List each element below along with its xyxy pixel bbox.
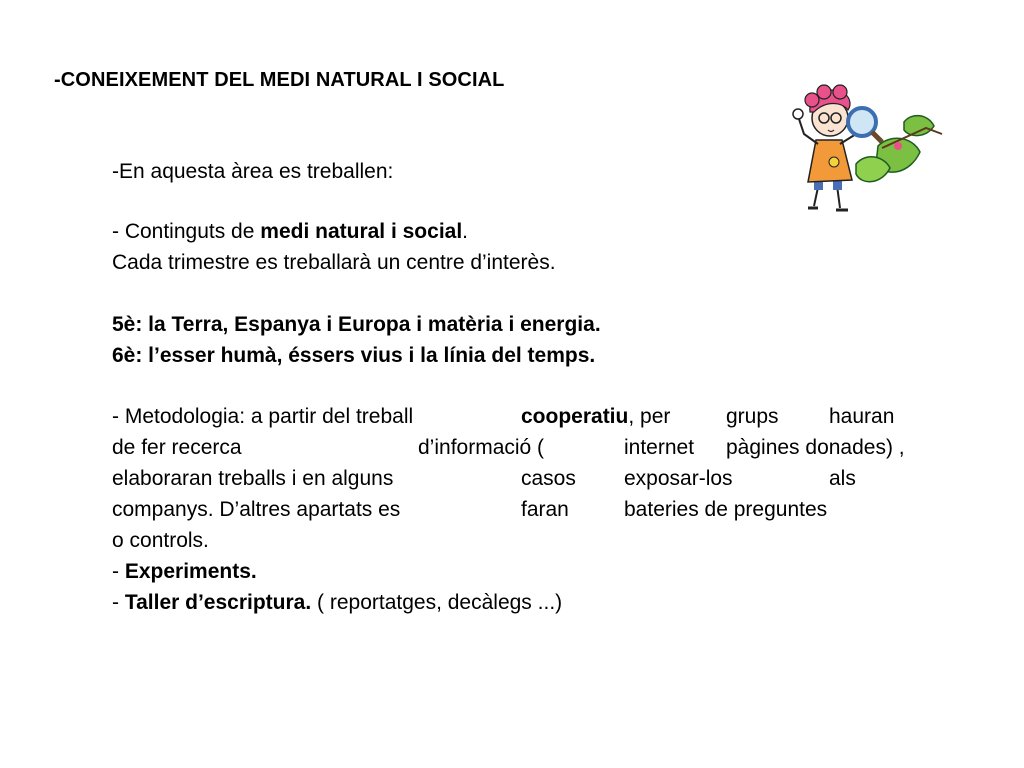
metodologia-row-1-c: grups: [726, 405, 779, 428]
experiments-prefix: -: [112, 560, 125, 583]
metodologia-row-2-d: pàgines donades) ,: [726, 436, 905, 459]
continguts-prefix: - Continguts de: [112, 220, 261, 243]
continguts-bold: medi natural i social: [260, 220, 463, 243]
page-title: -CONEIXEMENT DEL MEDI NATURAL I SOCIAL: [54, 69, 505, 91]
experiments-bold: Experiments.: [124, 560, 257, 583]
metodologia-row-1-b: [521, 403, 670, 431]
experiments-line: [112, 558, 257, 586]
course-5-text: 5è: la Terra, Espanya i Europa i matèria i energia.: [112, 313, 601, 336]
metodologia-row-4-b: faran: [521, 498, 569, 521]
continguts-line: [112, 218, 468, 246]
cooperatiu-bold: cooperatiu: [521, 405, 629, 428]
metodologia-row-5: o controls.: [112, 529, 209, 552]
metodologia-row-2-b: d’informació (: [418, 436, 545, 459]
trimestre-text: Cada trimestre es treballarà un centre d’interès.: [112, 251, 556, 274]
intro-text: -En aquesta àrea es treballen:: [112, 160, 394, 183]
metodologia-row-3-d: als: [829, 467, 856, 490]
metodologia-row-1-d: hauran: [829, 405, 895, 428]
metodologia-row-2: [112, 434, 932, 462]
metodologia-row-4: [112, 496, 932, 524]
metodologia-row-3-c: exposar-los: [624, 467, 733, 490]
child-with-magnifying-glass-icon: [786, 82, 944, 216]
taller-prefix: -: [112, 591, 125, 614]
metodologia-row-1-a: - Metodologia: a partir del treball: [112, 405, 414, 428]
metodologia-row-2-a: de fer recerca: [112, 436, 242, 459]
metodologia-row-4-a: companys. D’altres apartats es: [112, 498, 401, 521]
metodologia-row-3-a: elaboraran treballs i en alguns: [112, 467, 394, 490]
continguts-suffix: .: [462, 220, 469, 243]
metodologia-row-4-c: bateries de preguntes: [624, 498, 828, 521]
taller-suffix: ( reportatges, decàlegs ...): [311, 591, 563, 614]
metodologia-row-3: [112, 465, 932, 493]
metodologia-row-2-c: internet: [624, 436, 695, 459]
metodologia-row-1: [112, 403, 932, 431]
course-6-text: 6è: l’esser humà, éssers vius i la línia del temps.: [112, 344, 596, 367]
metodologia-row-3-b: casos: [521, 467, 576, 490]
metodologia-row-1-b-rest: , per: [628, 405, 671, 428]
taller-line: [112, 589, 562, 617]
taller-bold: Taller d’escriptura.: [124, 591, 312, 614]
